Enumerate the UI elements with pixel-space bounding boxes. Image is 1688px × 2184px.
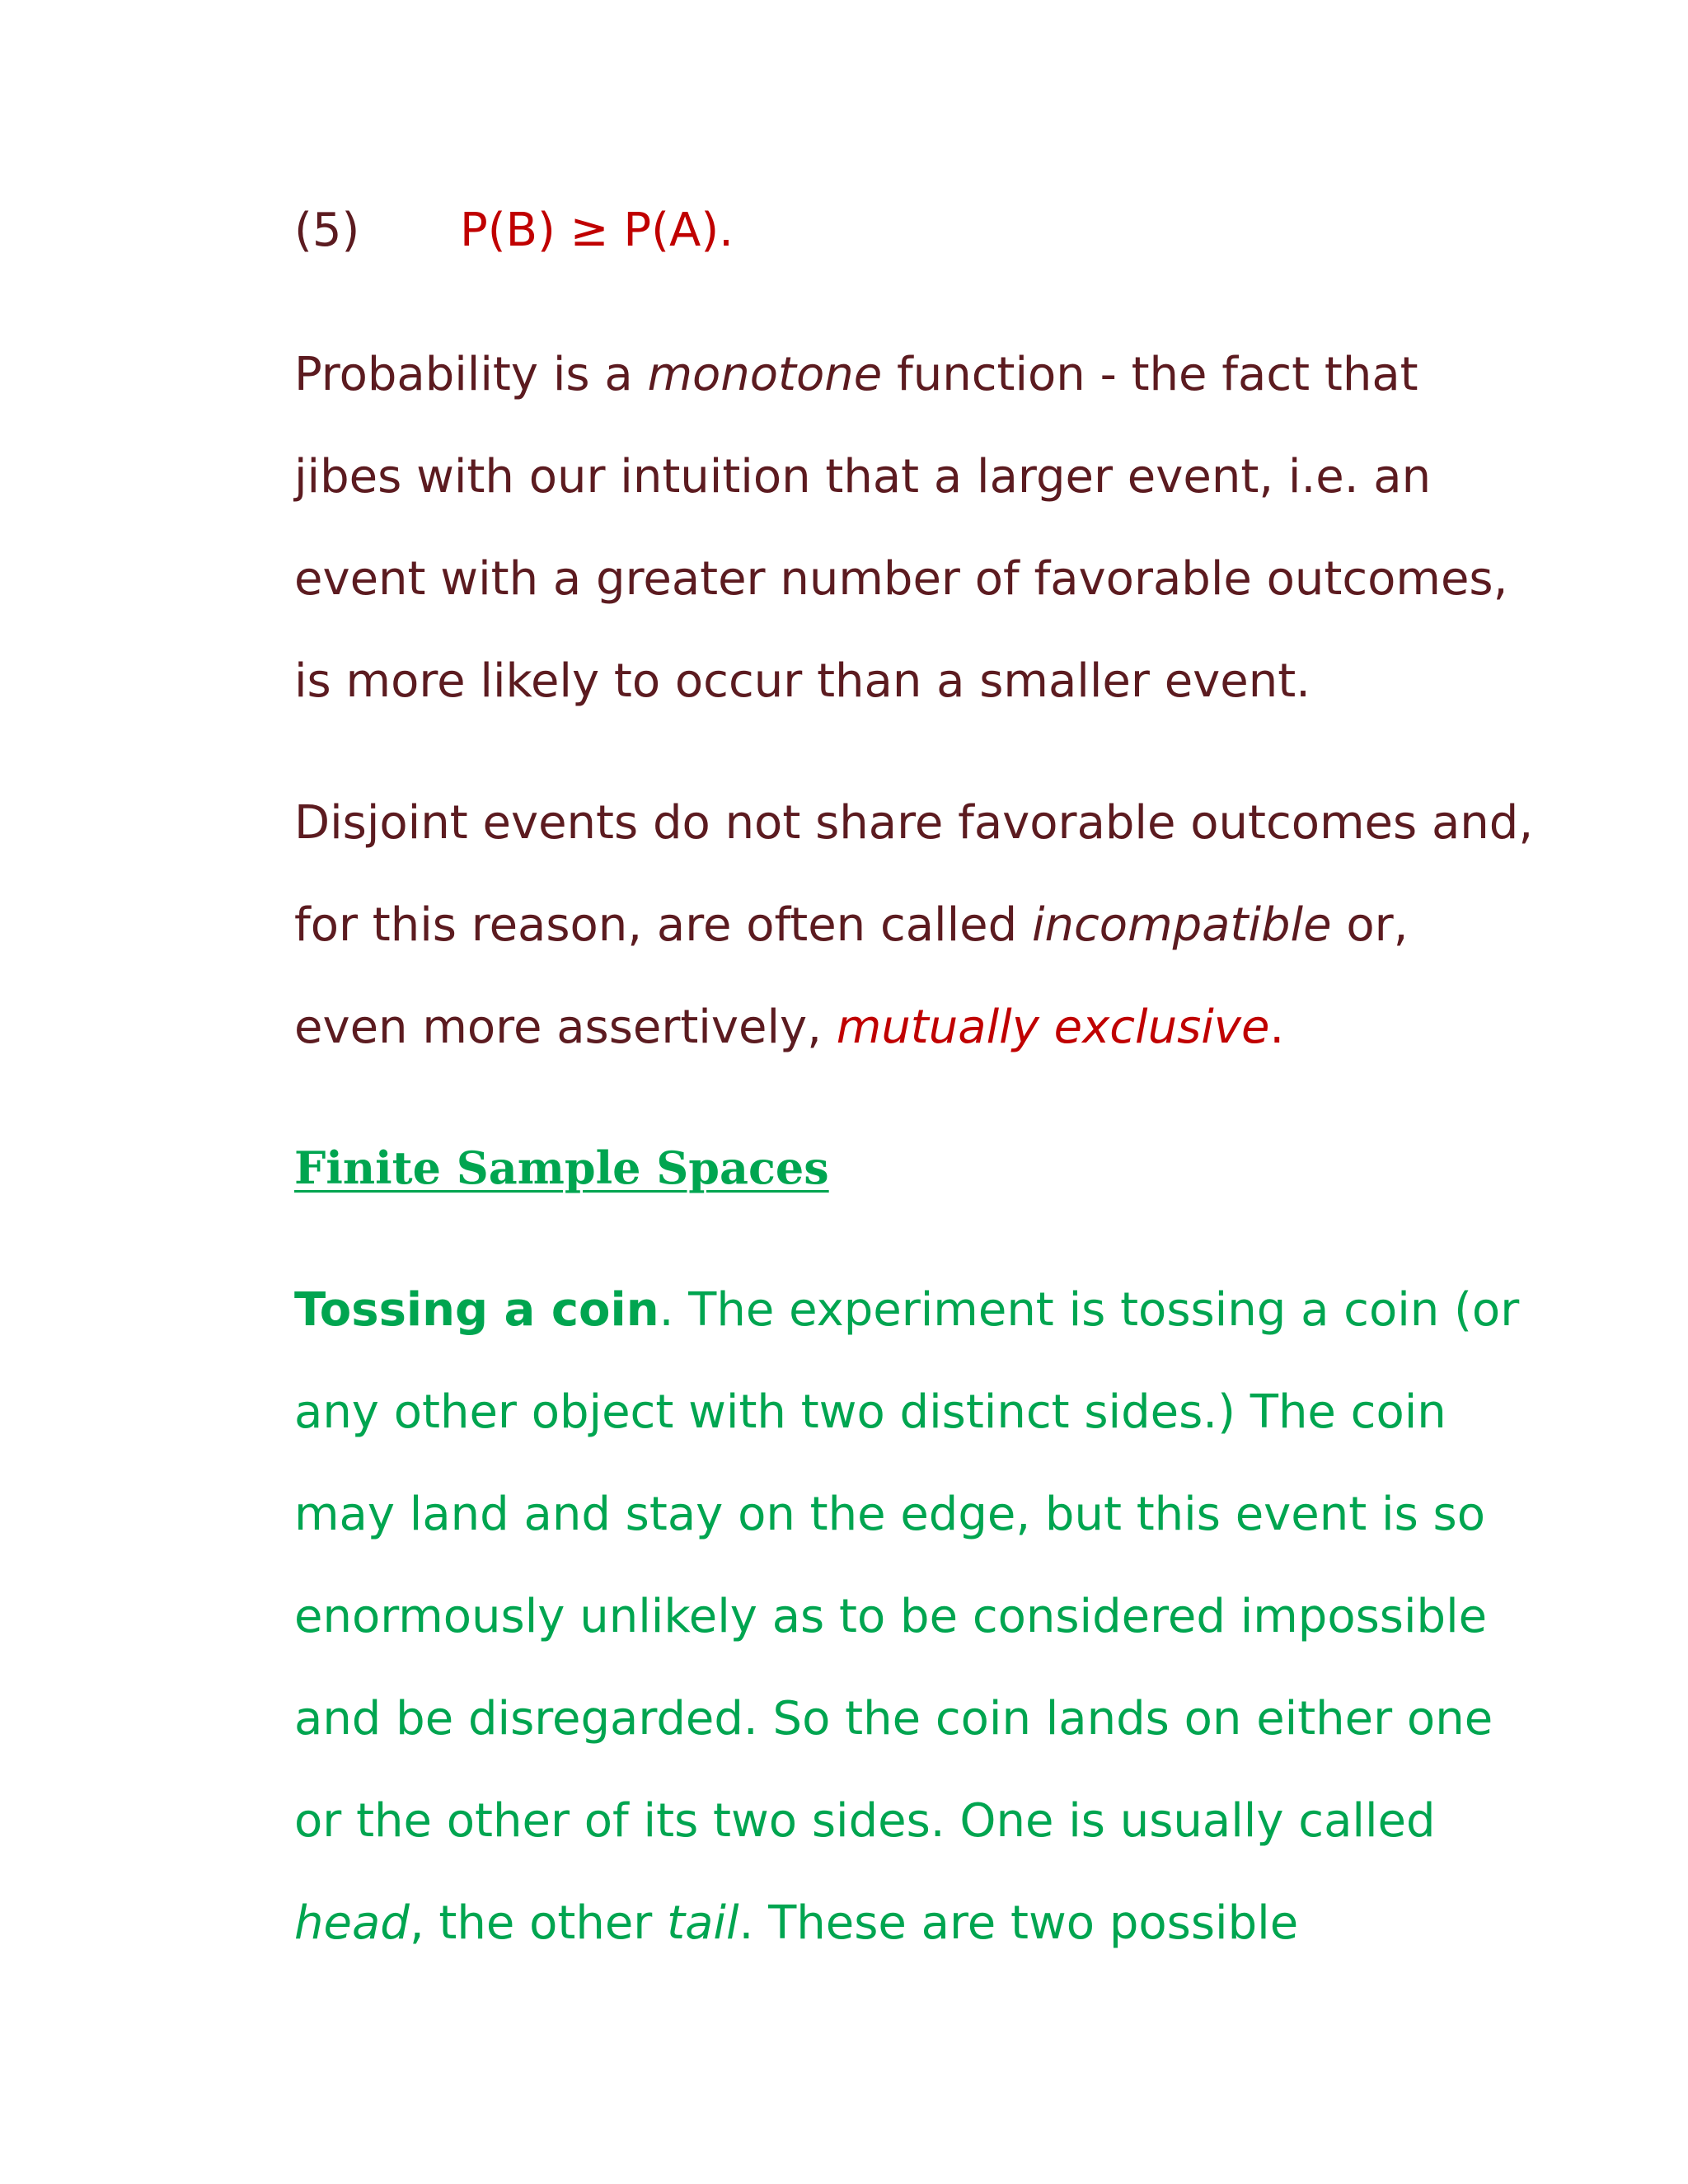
- text-line: [294, 898, 1409, 952]
- text-line: is more likely to occur than a smaller event.: [294, 654, 1311, 708]
- text-line: or the other of its two sides. One is usually called: [294, 1794, 1436, 1848]
- text-line: [294, 1001, 1285, 1054]
- text-line: event with a greater number of favorable outcomes,: [294, 552, 1508, 606]
- text-span: .: [1269, 1001, 1285, 1054]
- text-line: Disjoint events do not share favorable outcomes and,: [294, 796, 1534, 850]
- text-line: any other object with two distinct sides.) The coin: [294, 1385, 1447, 1439]
- equation-text: P(B) ≥ P(A).: [460, 204, 734, 257]
- emphasis-mutually-exclusive: mutually exclusive: [836, 1001, 1270, 1054]
- text-line: jibes with our intuition that a larger event, i.e. an: [294, 450, 1432, 504]
- text-line: may land and stay on the edge, but this event is so: [294, 1488, 1485, 1541]
- emphasis-head: head: [294, 1896, 410, 1950]
- section-heading: Finite Sample Spaces: [294, 1141, 829, 1194]
- text-span: . The experiment is tossing a coin (or: [659, 1283, 1520, 1337]
- text-span: Probability is a: [294, 348, 648, 401]
- emphasis-tail: tail: [667, 1896, 739, 1950]
- text-line: [294, 1896, 1299, 1950]
- text-span: even more assertively,: [294, 1001, 837, 1054]
- emphasis-incompatible: incompatible: [1031, 898, 1332, 952]
- text-line: [294, 348, 1418, 401]
- equation-label: (5): [294, 204, 360, 257]
- text-line: and be disregarded. So the coin lands on either one: [294, 1692, 1493, 1746]
- lead-term: Tossing a coin: [294, 1283, 659, 1337]
- text-span: or,: [1331, 898, 1409, 952]
- text-span: , the other: [409, 1896, 668, 1950]
- text-span: . These are two possible: [738, 1896, 1299, 1950]
- text-line: enormously unlikely as to be considered impossible: [294, 1590, 1488, 1643]
- text-line: [294, 1283, 1520, 1337]
- text-span: for this reason, are often called: [294, 898, 1032, 952]
- emphasis-monotone: monotone: [647, 348, 883, 401]
- text-span: function - the fact that: [882, 348, 1418, 401]
